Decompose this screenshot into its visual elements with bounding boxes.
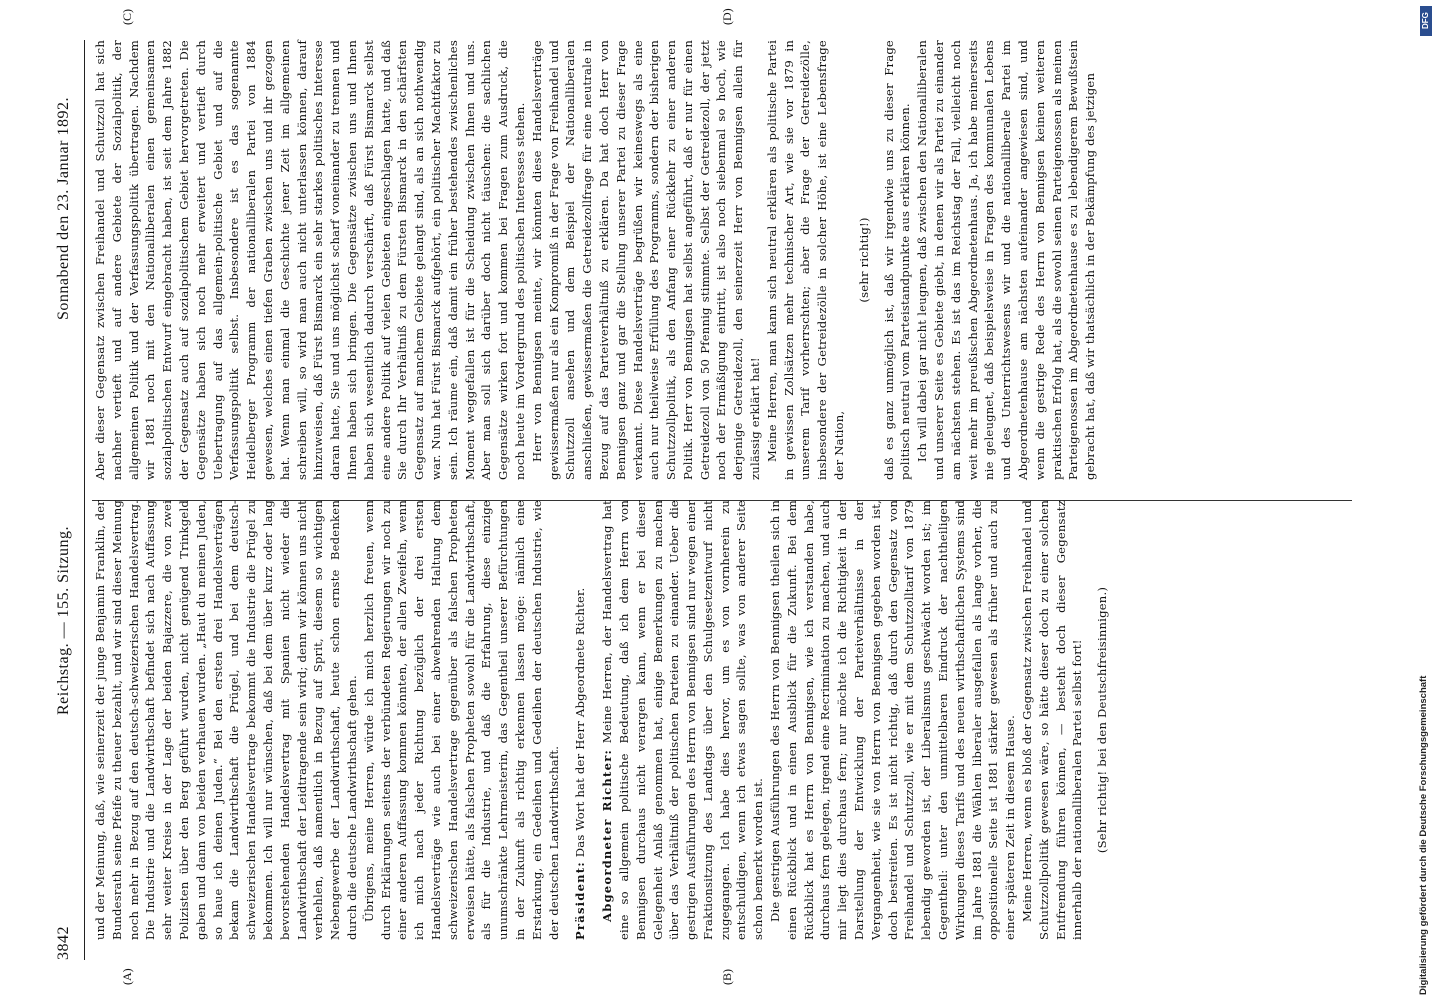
margin-marker-c: (C) [120,9,134,25]
paragraph: Herr von Bennigsen meinte, wir könnten diese Handelsverträge gewissermaßen nur als ein Kompromiß in der Frage von Freihandel und Schutzzoll ansehen und dem Beispiel der Nationalliberalen anschließen, gewissermaßen die Getreidezollfrage für eine neutrale in Bezug auf das Parteiverhältniß zu erklären. Da hat doch Herr von Bennigsen ganz und gar die Stellung unserer Partei zu dieser Frage verkannt. Diese Handelsverträge begrüßen wir keineswegs als eine auch nur theilweise Erfüllung des Programms, sondern der bisherigen Schutzzollpolitik, als den Anfang einer Rückkehr zu einer anderen Politik. Herr von Bennigsen hat selbst angeführt, daß er nur für einen Getreidezoll von 50 Pfennig stimmte. Selbst der Getreidezoll, der jetzt noch der Ermäßigung eintritt, ist also noch siebenmal so hoch, wie derjenige Getreidezoll, den seinerzeit Herr von Bennigsen allein für zulässig erklärt hat! [529,40,763,480]
header-rule [84,40,85,960]
speaker-label: Präsident: [573,861,588,940]
paragraph: Die gestrigen Ausführungen des Herrn von Bennigsen theilen sich in einen Rückblick und in einen Ausblick für die Zukunft. Bei dem Rückblick hat es Herrn von Bennigsen, wie ich verstanden habe, durchaus fern gelegen, irgend eine Recrimination zu machen, und auch mir liegt dies durchaus fern; nur möchte ich die Richtigkeit in der Darstellung der Entwicklung der Parteiverhältnisse in der Vergangenheit, wie sie von Herrn von Bennigsen gegeben worden ist, doch bestreiten. Es ist nicht richtig, daß durch den Gegensatz von Freihandel und Schutzzoll, wie er mit dem Schutzzolltarif von 1879 lebendig geworden ist, der Liberalismus geschwächt worden ist; im Gegentheil: unter den unmittelbaren Eindruck der nachtheiligen Wirkungen dieses Tarifs und des neuen wirthschaftlichen Systems sind im Jahre 1881 die Wählen liberaler ausgefallen als lange vorher, die oppositionelle Seite ist 1881 stärker gewesen als früher und auch zu einer späteren Zeit in diesem Hause. [768,500,1018,940]
margin-marker-d: (D) [720,8,734,25]
interjection: (sehr richtig!) [856,217,871,303]
interjection: (Sehr richtig! bei den Deutschfreisinnigen.) [1095,586,1110,854]
page-number: 3842 [55,926,72,960]
paragraph: daß es ganz unmöglich ist, daß wir irgendwie uns zu dieser Frage politisch neutral vom Parteistandpunkte aus erklären können. [881,40,913,480]
margin-marker-a: (A) [120,968,134,985]
paragraph: Ich will dabei gar nicht leugnen, daß zwischen den Nationalliberalen und unserer Seite es Gebiete giebt, in denen wir als Partei zu einander am nächsten stehen. Es ist das im Reichstag der Fall, vielleicht noch weit mehr im preußischen Abgeordnetenhaus. Ja, ich habe meinerseits nie geleugnet, daß beispielsweise in Fragen des kommunalen Lebens und des Unterrichtswesens wir und die nationalliberale Partei im Abgeordnetenhause am nächsten aufeinander angewiesen sind, und wenn die gestrige Rede des Herrn von Bennigsen keinen weiteren praktischen Erfolg hat, als die sowohl seinen Parteigenossen als meinen Parteigenossen im Abgeordnetenhause es zu lebendigerem Bewußtsein gebracht hat, daß wir thatsächlich in der Bekämpfung des jetzigen [915,40,1098,480]
right-column [92,40,1099,480]
paragraph: Meine Herren, wenn es bloß der Gegensatz zwischen Freihandel und Schutzzollpolitik gewesen wäre, so hätte dieser doch zu einer solchen Entfremdung führen können, — besteht doch dieser Gegensatz innerhalb der nationalliberalen Partei selbst fort! [1020,500,1085,940]
digitization-credit: Digitalisierung gefördert durch die Deutsche Forschungsgemeinschaft [1418,675,1429,995]
paragraph: und der Meinung, daß, wie seinerzeit der junge Benjamin Franklin, der Bundesrath seine Pfeife zu theuer bezahlt, und wir sind dieser Meinung noch mehr in Bezug auf den deutsch-schweizerischen Handelsvertrag. Die Industrie und die Landwirthschaft befindet sich nach Auffassung sehr weiter Kreise in der Lage der beiden Bajazzere, die von zwei Polizisten über den Berg geführt wurden, nicht genügend Trinkgeld gaben und dann von beiden verhauen wurden. „Haut du meinen Juden, so haue ich deinen Juden.“ Bei den ersten drei Handelsverträgen bekam die Landwirthschaft die Prügel, und bei dem deutsch-schweizerischen Handelsvertrage bekommt die Industrie die Prügel zu bekommen. Ich will nur wünschen, daß bei dem über kurz oder lang bevorstehenden Handelsvertrag mit Spanien nicht wieder die Landwirthschaft der Leidtragende sein wird; denn wir können uns nicht verhehlen, daß namentlich in Bezug auf Sprit, diesem so wichtigen Nebengewerbe der Landwirthschaft, heute schon ernste Bedenken durch die deutsche Landwirthschaft gehen. [93,500,359,940]
page-header [55,40,81,960]
paragraph: Meine Herren, man kann sich neutral erklären als politische Partei in gewissen Zollsätzen mehr technischer Art, wie sie vor 1879 in unserem Tarif vorherrschten; aber die Frage der Getreidezölle, insbesondere der Getreidezölle in solcher Höhe, ist eine Lebensfrage der Nation, [764,40,847,480]
paragraph: Übrigens, meine Herren, würde ich mich herzlich freuen, wenn durch Erklärungen seitens der verbündeten Regierungen wir noch zu einer anderen Auffassung kommen könnten, der allen Zweifeln, wenn ich mich nach jeder Richtung bezüglich der drei ersten Handelsverträge wie auch bei einer abwehrenden Haltung dem schweizerischen Handelsvertrage gegenüber als falschen Propheten erweisen hätte, als falschen Propheten sowohl für die Landwirthschaft, als für die Industrie, und daß die Erfahrung, diese einzige unumschränkte Lehrmeisterin, das Gegentheil unserer Befürchtungen in der Zukunft als richtig erkennen lassen möge: nämlich eine Erstarkung, ein Gedeihen und Gedeihen der deutschen Industrie, wie der deutschen Landwirthschaft. [361,500,561,940]
dfg-logo: DFG [1420,6,1432,36]
speech-start [599,500,767,940]
session-title: Reichstag. — 155. Sitzung. [55,526,72,715]
left-column [92,500,1119,940]
margin-marker-b: (B) [720,969,734,985]
paragraph-text: Meine Herren, der Handelsvertrag hat eine so allgemein politische Bedeutung, daß ich dem Herrn von Bennigsen durchaus nicht verargen kann, wenn er bei dieser Gelegenheit Anlaß genommen hat, einige Bemerkungen zu machen über das Verhältniß der politischen Parteien zu einander. Ueber die gestrigen Ausführungen des Herrn von Bennigsen sind nur wegen einer Fraktionsitzung des Landtags über den Schulgesetzentwurf nicht zugegangen. Ich habe dies hervor, um es von vornherein zu entschuldigen, wenn ich etwas sagen sollte, was von anderer Seite schon bemerkt worden ist. [600,499,766,940]
president-text: Das Wort hat der Herr Abgeordnete Richter. [573,587,588,858]
speaker-label: Abgeordneter Richter: [600,749,615,922]
session-date: Sonnabend den 23. Januar 1892. [55,97,72,320]
president-line [572,500,589,940]
paragraph: Aber dieser Gegensatz zwischen Freihandel und Schutzzoll hat sich nachher vertieft und auf andere Gebiete der Sozialpolitik, der allgemeinen Politik und der Verfassungspolitik übertragen. Nachdem wir 1881 noch mit den Nationalliberalen einen gemeinsamen sozialpolitischen Entwurf eingebracht haben, ist seit dem Jahre 1882 der Gegensatz auch auf sozialpolitischem Gebiet hervorgetreten. Die Gegensätze haben sich noch mehr erweitert und vertieft durch Uebertragung auf das allgemein-politische Gebiet und auf die Verfassungspolitik selbst. Insbesondere ist es das sogenannte Heidelberger Programm der nationalliberalen Partei von 1884 gewesen, welches einen tiefen Graben zwischen uns und ihr gezogen hat. Wenn man einmal die Geschichte jener Zeit im allgemeinen schreiben will, so wird man auch nicht unterlassen können, darauf hinzuweisen, daß Fürst Bismarck ein sehr starkes politisches Interesse daran hatte, Sie und uns möglichst scharf voneinander zu trennen und Ihnen haben sich bringen. Die Gegensätze zwischen uns und Ihnen haben sich wesentlich dadurch verschärft, daß Fürst Bismarck selbst eine andere Politik auf vielen Gebieten eingeschlagen hatte, und daß Sie durch Ihr Verhältniß zu dem Fürsten Bismarck in den schärfsten Gegensatz auf manchem Gebiete gelangt sind, als an sich nothwendig war. Nun hat Fürst Bismarck aufgehört, ein politischer Machtfaktor zu sein. Ich räume ein, daß damit ein früher bestehendes zwischenliches Moment weggefallen ist für die Scheidung zwischen Ihnen und uns. Aber man soll sich darüber doch nicht täuschen: die sachlichen Gegensätze wirken fort und kommen bei Fragen zum Ausdruck, die noch heute im Vordergrund des politischen Interesses stehen. [93,40,527,480]
